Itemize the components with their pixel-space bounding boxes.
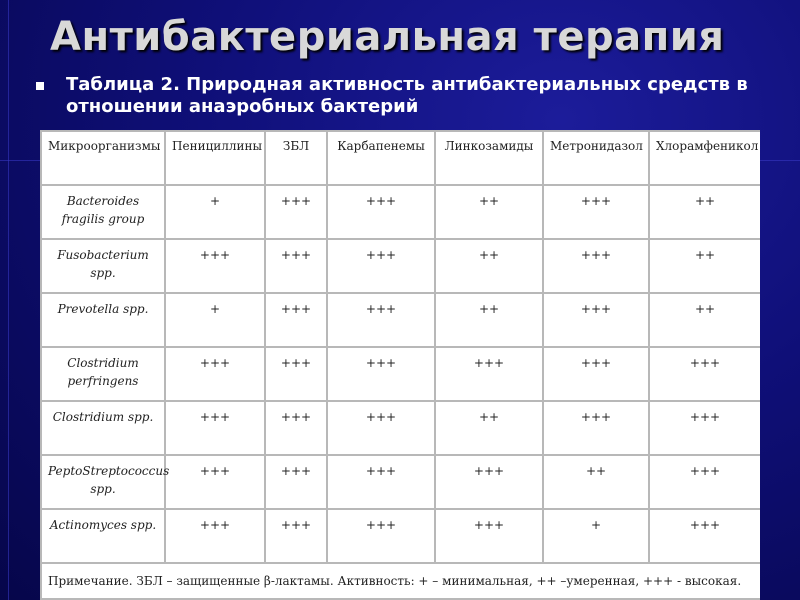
activity-cell: +++ [543, 185, 649, 239]
activity-cell: +++ [649, 455, 760, 509]
slide-title: Антибактериальная терапия [50, 14, 725, 60]
activity-cell: +++ [435, 347, 543, 401]
organism-cell: Clostridium perfringens [41, 347, 165, 401]
activity-cell: +++ [649, 509, 760, 563]
organism-cell: Actinomyces spp. [41, 509, 165, 563]
table-row [41, 455, 760, 509]
activity-cell: ++ [435, 185, 543, 239]
activity-cell: +++ [265, 455, 327, 509]
header-metronidazole: Метронидазол [543, 131, 649, 185]
activity-cell: + [165, 185, 265, 239]
activity-cell: +++ [543, 401, 649, 455]
activity-cell: ++ [435, 239, 543, 293]
activity-cell: +++ [327, 293, 435, 347]
activity-cell: +++ [327, 455, 435, 509]
activity-cell: + [165, 293, 265, 347]
activity-cell: +++ [543, 293, 649, 347]
header-lincosamides: Линкозамиды [435, 131, 543, 185]
activity-cell: ++ [649, 185, 760, 239]
activity-cell: +++ [649, 347, 760, 401]
table-row [41, 185, 760, 239]
header-organisms: Микроорганизмы [41, 131, 165, 185]
organism-cell: Prevotella spp. [41, 293, 165, 347]
activity-cell: +++ [543, 239, 649, 293]
activity-cell: ++ [649, 293, 760, 347]
activity-cell: +++ [265, 401, 327, 455]
organism-cell: PeptoStreptococcus spp. [41, 455, 165, 509]
decorative-line [8, 0, 9, 600]
activity-cell: +++ [327, 347, 435, 401]
activity-table [40, 130, 760, 600]
header-chloramphenicol: Хлорамфеникол [649, 131, 760, 185]
activity-cell: +++ [327, 239, 435, 293]
activity-cell: +++ [649, 401, 760, 455]
table-row [41, 293, 760, 347]
activity-cell: ++ [543, 455, 649, 509]
organism-cell: Clostridium spp. [41, 401, 165, 455]
table-note: Примечание. ЗБЛ – защищенные β-лактамы. Активность: + – минимальная, ++ –умеренная, +++ - высокая. [41, 563, 760, 599]
activity-cell: +++ [265, 293, 327, 347]
activity-cell: +++ [265, 185, 327, 239]
table-note-row [41, 563, 760, 599]
activity-cell: +++ [165, 347, 265, 401]
table-header-row [41, 131, 760, 185]
table-row [41, 239, 760, 293]
header-penicillins: Пенициллины [165, 131, 265, 185]
table-row [41, 401, 760, 455]
table-row [41, 509, 760, 563]
activity-cell: ++ [435, 293, 543, 347]
activity-cell: +++ [435, 455, 543, 509]
bullet-icon [36, 82, 44, 90]
activity-cell: +++ [165, 509, 265, 563]
activity-cell: +++ [265, 239, 327, 293]
organism-cell: Bacteroides fragilis group [41, 185, 165, 239]
header-zbl: ЗБЛ [265, 131, 327, 185]
organism-cell: Fusobacterium spp. [41, 239, 165, 293]
activity-cell: +++ [327, 401, 435, 455]
activity-cell: +++ [265, 509, 327, 563]
subtitle-bullet [36, 74, 776, 118]
activity-cell: +++ [543, 347, 649, 401]
activity-cell: +++ [327, 185, 435, 239]
table-caption: Таблица 2. Природная активность антибактериальных средств в отношении анаэробных бактерий [66, 74, 748, 117]
activity-cell: +++ [327, 509, 435, 563]
activity-cell: +++ [165, 239, 265, 293]
activity-cell: ++ [435, 401, 543, 455]
activity-cell: +++ [435, 509, 543, 563]
activity-cell: ++ [649, 239, 760, 293]
activity-cell: +++ [165, 401, 265, 455]
activity-cell: + [543, 509, 649, 563]
table-row [41, 347, 760, 401]
header-carbapenems: Карбапенемы [327, 131, 435, 185]
activity-cell: +++ [265, 347, 327, 401]
activity-cell: +++ [165, 455, 265, 509]
